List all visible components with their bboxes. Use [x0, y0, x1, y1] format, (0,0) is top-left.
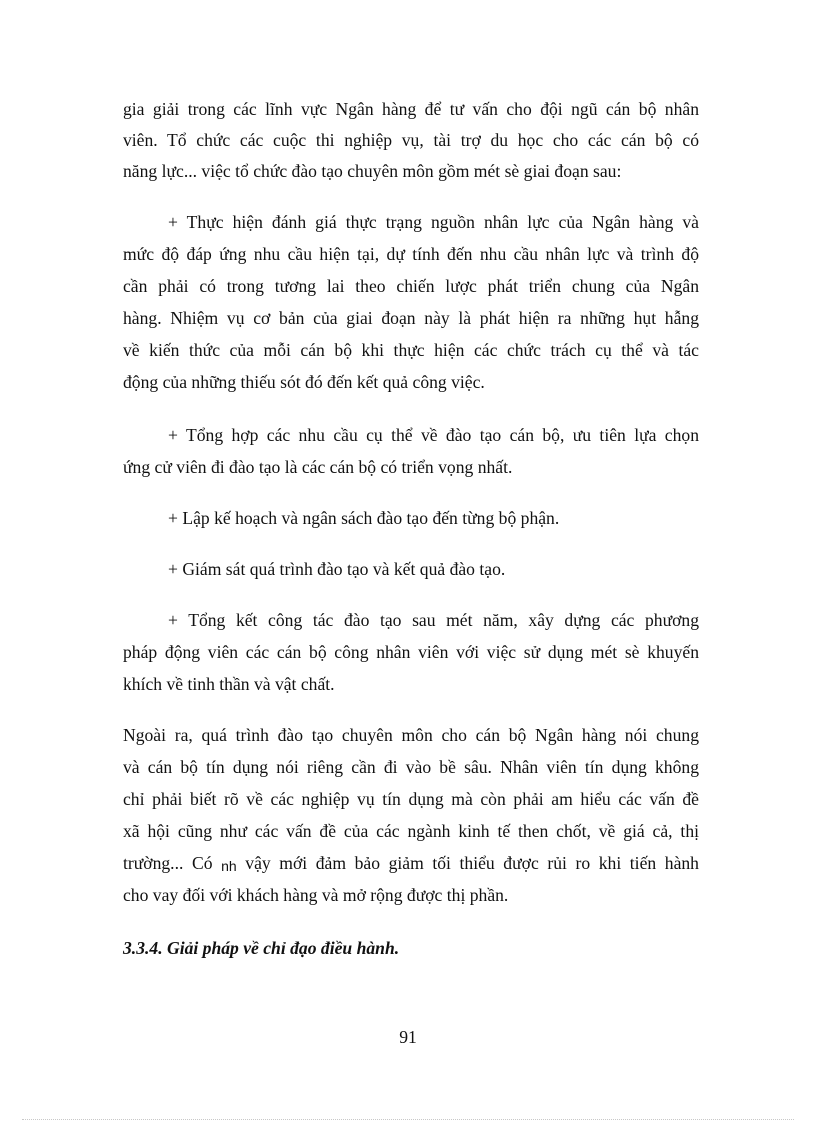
text-line: cần phải có trong tương lai theo chiến lược phát triển chung của Ngân [123, 276, 699, 296]
page-border-divider [22, 1119, 794, 1120]
text-line: + Tổng hợp các nhu cầu cụ thể về đào tạo cán bộ, ưu tiên lựa chọn [168, 425, 699, 445]
text-line [123, 851, 699, 876]
text-line: + Lập kế hoạch và ngân sách đào tạo đến từng bộ phận. [168, 508, 560, 528]
text-line: gia giải trong các lĩnh vực Ngân hàng để tư vấn cho đội ngũ cán bộ nhân [123, 99, 699, 119]
text-line: pháp động viên các cán bộ công nhân viên với việc sử dụng mét sè khuyến [123, 642, 699, 662]
text-line: năng lực... việc tổ chức đào tạo chuyên môn gồm mét sè giai đoạn sau: [123, 161, 622, 181]
text-segment: vậy mới đảm bảo giảm tối thiểu được rủi ro khi tiến hành [245, 853, 699, 873]
text-line: về kiến thức của mỗi cán bộ khi thực hiện các chức trách cụ thể và tác [123, 340, 699, 360]
text-line: xã hội cũng như các vấn đề của các ngành kinh tế then chốt, về giá cả, thị [123, 821, 699, 841]
text-line: chỉ phải biết rõ về các nghiệp vụ tín dụng mà còn phải am hiểu các vấn đề [123, 789, 699, 809]
text-line: + Giám sát quá trình đào tạo và kết quả đào tạo. [168, 559, 506, 579]
text-fragment-nh: nh [221, 858, 237, 874]
text-line: và cán bộ tín dụng nói riêng cần đi vào bề sâu. Nhân viên tín dụng không [123, 757, 699, 777]
text-line: + Tổng kết công tác đào tạo sau mét năm, xây dựng các phương [168, 610, 699, 630]
text-line: viên. Tổ chức các cuộc thi nghiệp vụ, tài trợ du học cho các cán bộ có [123, 130, 699, 150]
text-segment: trường... Có [123, 853, 213, 873]
text-line: hàng. Nhiệm vụ cơ bản của giai đoạn này là phát hiện ra những hụt hẫng [123, 308, 699, 328]
page-number: 91 [399, 1027, 417, 1047]
text-line: Ngoài ra, quá trình đào tạo chuyên môn cho cán bộ Ngân hàng nói chung [123, 725, 699, 745]
text-line: mức độ đáp ứng nhu cầu hiện tại, dự tính đến nhu cầu nhân lực và trình độ [123, 244, 699, 264]
text-line: cho vay đối với khách hàng và mở rộng được thị phần. [123, 885, 509, 905]
text-line: ứng cử viên đi đào tạo là các cán bộ có triển vọng nhất. [123, 457, 513, 477]
section-heading: 3.3.4. Giải pháp về chỉ đạo điều hành. [123, 938, 400, 958]
text-line: động của những thiếu sót đó đến kết quả công việc. [123, 372, 485, 392]
text-line: khích về tinh thần và vật chất. [123, 674, 335, 694]
text-line: + Thực hiện đánh giá thực trạng nguồn nhân lực của Ngân hàng và [168, 212, 699, 232]
